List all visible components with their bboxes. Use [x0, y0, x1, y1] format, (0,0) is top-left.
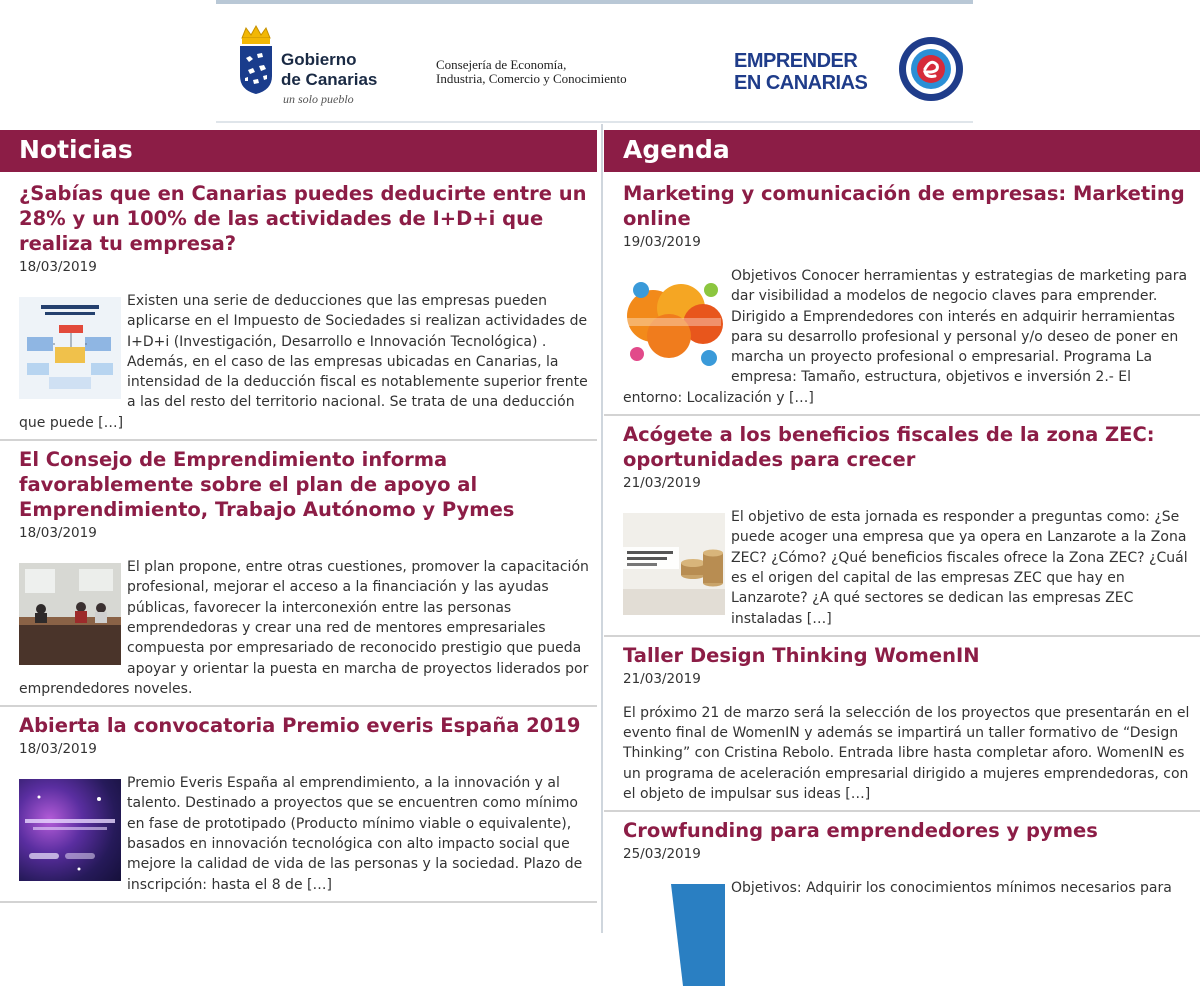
- agenda-item: [604, 637, 1200, 812]
- agenda-excerpt: El próximo 21 de marzo será la selección de los proyectos que presentarán en el evento final de WomenIN y además se impartirá un taller formativo de “Design Thinking” con Cristina Rebolo. Entrada libre hasta completar aforo. WomenIN es un programa de aceleración empresarial dirigido a mujeres emprendedoras, con el objeto de impulsar sus ideas […]: [623, 704, 1190, 803]
- news-thumbnail-meeting-photo[interactable]: [19, 563, 121, 665]
- agenda-item: [604, 416, 1200, 637]
- banner-bottom-line: [216, 121, 973, 123]
- consejeria-name: [436, 58, 627, 86]
- consejeria-line1: Consejería de Economía,: [436, 57, 567, 72]
- news-thumbnail-infographic[interactable]: [19, 297, 121, 399]
- column-divider: [601, 124, 603, 933]
- gobierno-line2: de Canarias: [281, 70, 378, 89]
- emprender-line1: EMPRENDER: [734, 50, 858, 72]
- emprender-wordmark[interactable]: [734, 50, 867, 94]
- agenda-title-link[interactable]: Crowfunding para emprendedores y pymes: [623, 819, 1098, 843]
- zec-coins-icon: [623, 513, 725, 615]
- crowdfunding-icon: [623, 884, 725, 986]
- news-item: [0, 707, 597, 903]
- agenda-excerpt: Objetivos: Adquirir los conocimientos mínimos necesarios para: [731, 880, 1172, 897]
- agenda-thumbnail-crowdfunding[interactable]: [623, 884, 725, 986]
- news-date: 18/03/2019: [19, 741, 97, 758]
- agenda-item: [604, 812, 1200, 992]
- agenda-date: 21/03/2019: [623, 670, 701, 687]
- consejeria-line2: Industria, Comercio y Conocimiento: [436, 71, 627, 86]
- agenda-date: 25/03/2019: [623, 846, 701, 863]
- meeting-photo-icon: [19, 563, 121, 665]
- agenda-thumbnail-marketing[interactable]: [623, 272, 725, 374]
- news-thumbnail-everis[interactable]: [19, 779, 121, 881]
- news-excerpt: Existen una serie de deducciones que las empresas pueden aplicarse en el Impuesto de Sociedades si realizan actividades de I+D+i (Investigación, Desarrollo e Innovación Tecnológica) . Además, en el caso de las empresas ubicadas en Canarias, la intensidad de la deducción fiscal es notablemente superior frente a las del resto del territorio nacional. Se trata de una deducción que puede […]: [19, 293, 588, 431]
- agenda-date: 21/03/2019: [623, 475, 701, 492]
- news-title-link[interactable]: El Consejo de Emprendimiento informa favorablemente sobre el plan de apoyo al Emprendimiento, Trabajo Autónomo y Pymes: [19, 448, 515, 522]
- agenda-column: [604, 130, 1200, 992]
- news-excerpt: El plan propone, entre otras cuestiones, promover la capacitación profesional, mejorar el acceso a la financiación y las ayudas públicas, favorecer la interconexión entre las personas emprendedoras y crear una red de mentores empresariales compuesta por empresariado de reconocido prestigio que pueda apoyar y orientar la puesta en marcha de proyectos liderados por emprendedores noveles.: [19, 559, 589, 697]
- news-excerpt: Premio Everis España al emprendimiento, a la innovación y al talento. Destinado a proyectos que se encuentren como mínimo en fase de prototipado (Producto mínimo viable o equivalente), basados en innovación tecnológica con alto impacto social que mejore la calidad de vida de las personas y la sociedad. Plazo de inscripción: hasta el 8 de […]: [127, 775, 583, 893]
- agenda-date: 19/03/2019: [623, 234, 701, 250]
- infographic-icon: [19, 297, 121, 399]
- agenda-heading: Agenda: [604, 130, 1200, 175]
- everis-award-icon: [19, 779, 121, 881]
- agenda-excerpt: Objetivos Conocer herramientas y estrategias de marketing para dar visibilidad a modelos de negocio claves para emprender. Dirigido a Emprendedores con interés en adquirir herramientas para su desarrollo profesional y personal y/o deseo de poner en marcha un proyecto profesional o empresarial. Programa La empresa: Tamaño, estructura, objetivos e inversión 2.- El entorno: Localización y […]: [623, 268, 1188, 406]
- agenda-thumbnail-zec[interactable]: [623, 513, 725, 615]
- agenda-excerpt: El objetivo de esta jornada es responder a preguntas como: ¿Se puede acoger una empresa que ya opera en Lanzarote a la Zona ZEC? ¿Cómo? ¿Qué beneficios fiscales ofrece la Zona ZEC? ¿Cuál es el origen del capital de las empresas ZEC que hay en Lanzarote? ¿A qué sectores se dedican las empresas ZEC instaladas […]: [731, 509, 1188, 627]
- gobierno-line1: Gobierno: [281, 50, 357, 69]
- news-title-link[interactable]: Abierta la convocatoria Premio everis España 2019: [19, 714, 581, 738]
- noticias-column: [0, 130, 597, 903]
- agenda-item: [604, 175, 1200, 416]
- marketing-cloud-icon: [623, 272, 725, 374]
- news-date: 18/03/2019: [19, 525, 97, 542]
- noticias-heading: Noticias: [0, 130, 597, 175]
- gobierno-tagline: un solo pueblo: [283, 92, 354, 106]
- agenda-title-link[interactable]: Acógete a los beneficios fiscales de la zona ZEC: oportunidades para crecer: [623, 423, 1155, 472]
- news-item: [0, 175, 597, 441]
- emprender-canarias-logo-icon[interactable]: [895, 34, 967, 104]
- news-title-link[interactable]: ¿Sabías que en Canarias puedes deducirte entre un 28% y un 100% de las actividades de I+D+i que realiza tu empresa?: [19, 182, 587, 255]
- agenda-title-link[interactable]: Taller Design Thinking WomenIN: [623, 643, 980, 667]
- news-item: [0, 441, 597, 707]
- news-date: 18/03/2019: [19, 259, 97, 275]
- emprender-line2: EN CANARIAS: [734, 72, 868, 94]
- agenda-title-link[interactable]: Marketing y comunicación de empresas: Marketing online: [623, 182, 1185, 230]
- gobierno-wordmark[interactable]: [281, 50, 377, 90]
- gobierno-canarias-coat-of-arms-icon[interactable]: [236, 24, 276, 96]
